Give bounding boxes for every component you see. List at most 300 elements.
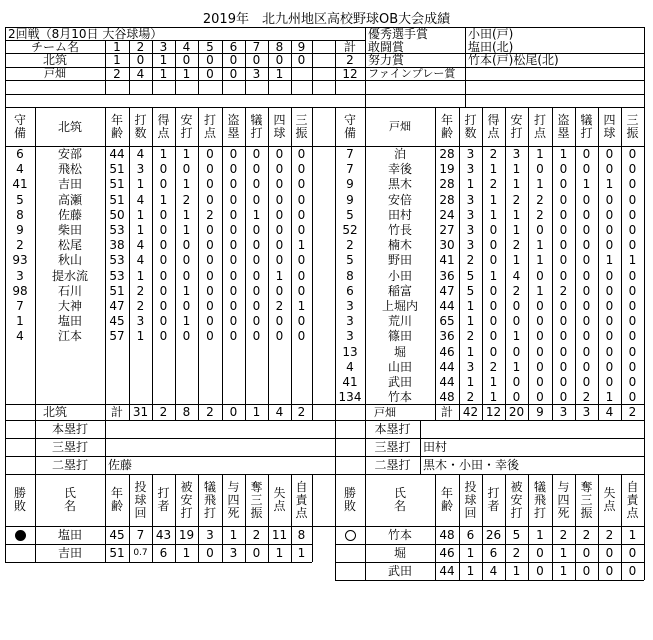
batter-position: 1 (16, 313, 24, 328)
batting-stat: 0 (252, 253, 261, 267)
pitcher-age: 45 (109, 528, 125, 542)
batter-name: 石川 (57, 283, 82, 298)
batting-stat: 0 (559, 177, 568, 191)
batter-position: 41 (342, 374, 358, 389)
batting-stat: 0 (605, 222, 614, 237)
pitching-stat: 11 (271, 528, 288, 542)
inning-header: 8 (275, 40, 284, 53)
batting-stat: 1 (466, 374, 475, 389)
batting-stat: 1 (489, 207, 498, 222)
batter-name: 荒川 (387, 313, 412, 328)
batting-stat: 0 (252, 222, 261, 237)
pitching-stat: 2 (605, 528, 614, 542)
batting-total: 9 (536, 405, 544, 419)
batter-age: 27 (439, 222, 455, 237)
batting-stat: 1 (489, 374, 498, 389)
pitching-stat: 0.7 (133, 547, 148, 558)
extra-hit-label: 二塁打 (374, 458, 411, 472)
batter-position: 7 (346, 161, 354, 176)
batting-stat: 1 (182, 313, 191, 328)
batting-stat: 0 (559, 207, 568, 222)
batting-stat: 0 (275, 313, 284, 328)
batting-stat: 2 (136, 283, 145, 298)
batter-name: 竹長 (387, 222, 412, 237)
batting-stat: 0 (297, 329, 306, 343)
batting-stat: 1 (182, 207, 191, 222)
batter-name: 堀 (393, 344, 406, 359)
batter-name: 塩田 (57, 313, 82, 328)
pitching-stat: 0 (582, 546, 591, 560)
batting-stat-header: 三 振 (626, 112, 639, 140)
batting-stat: 0 (605, 344, 614, 359)
batting-stat: 0 (582, 359, 591, 374)
batting-stat: 0 (536, 268, 544, 283)
pitching-stat-header: 被 安 打 (510, 479, 523, 520)
batter-age: 30 (439, 237, 455, 252)
batting-stat: 0 (159, 298, 168, 313)
batting-stat: 1 (512, 329, 521, 343)
batting-total: 2 (206, 405, 214, 419)
batting-stat: 0 (628, 268, 637, 283)
pitching-stat-header: 自 責 点 (626, 479, 639, 520)
age-header: 年 齢 (440, 112, 453, 140)
batting-stat-header: 三 振 (295, 112, 308, 140)
batting-stat: 0 (159, 283, 168, 298)
batting-stat: 0 (206, 298, 214, 313)
grid-line (644, 107, 645, 420)
pitching-stat: 0 (605, 564, 614, 578)
batting-stat: 0 (559, 222, 568, 237)
inning-header: 7 (252, 40, 261, 53)
grid-line (5, 420, 6, 474)
batting-stat: 0 (489, 313, 498, 328)
batting-stat: 2 (512, 192, 521, 207)
batter-age: 28 (439, 177, 455, 191)
extra-hit-label: 三塁打 (51, 440, 88, 454)
inning-score: 1 (275, 67, 284, 80)
batting-stat: 0 (297, 268, 306, 283)
batting-stat: 0 (275, 283, 284, 298)
batter-age: 48 (439, 389, 455, 404)
inning-score: 1 (159, 67, 168, 80)
batting-stat: 0 (559, 192, 568, 207)
batter-age: 51 (109, 161, 125, 176)
pitching-stat: 1 (182, 546, 191, 560)
batting-stat: 0 (229, 329, 238, 343)
batting-stat: 2 (206, 207, 214, 222)
batter-name: 安部 (57, 146, 82, 161)
pitcher-name: 吉田 (57, 546, 82, 560)
batting-stat: 0 (489, 298, 498, 313)
batting-stat: 1 (182, 283, 191, 298)
pitching-stat: 5 (512, 528, 521, 542)
extra-hit-players (105, 420, 335, 438)
batter-position: 2 (346, 237, 354, 252)
pitching-stat-header: 自 責 点 (295, 479, 308, 520)
batter-age: 46 (439, 344, 455, 359)
batting-stat: 1 (136, 207, 145, 222)
pitching-stat: 2 (559, 528, 568, 542)
batting-stat: 2 (489, 177, 498, 191)
batting-stat: 0 (252, 237, 261, 252)
batting-stat: 0 (582, 298, 591, 313)
batting-stat: 1 (136, 177, 145, 191)
batting-stat: 1 (489, 268, 498, 283)
batter-position: 2 (16, 237, 24, 252)
inning-score: 3 (252, 67, 261, 80)
extra-hit-players: 黒木・小田・幸後 (423, 458, 520, 472)
batter-name: 竹本 (387, 389, 412, 404)
batting-stat: 0 (605, 298, 614, 313)
batting-stat: 3 (466, 207, 475, 222)
pitching-stat-header: 投 球 回 (134, 479, 147, 520)
batting-total-team: 戸畑 (374, 405, 396, 419)
batter-position: 3 (346, 329, 354, 343)
inning-score: 1 (182, 67, 191, 80)
batting-stat: 0 (159, 161, 168, 176)
inning-score: 1 (159, 53, 168, 67)
batter-position: 93 (12, 253, 28, 267)
batting-stat: 2 (512, 283, 521, 298)
batting-stat: 0 (605, 268, 614, 283)
grid-line (644, 474, 645, 580)
batting-stat: 0 (159, 207, 168, 222)
batting-total: 12 (485, 405, 502, 419)
batting-stat: 1 (512, 177, 521, 191)
batting-stat: 0 (582, 268, 591, 283)
pitching-stat-header: 打 者 (487, 486, 500, 513)
batting-stat: 0 (628, 389, 637, 404)
pitcher-name: 竹本 (387, 528, 412, 542)
batter-age: 44 (439, 374, 455, 389)
award-label: ファインプレー賞 (368, 67, 456, 80)
batter-name: 松尾 (57, 237, 82, 252)
batting-stat-header: 打 数 (464, 112, 477, 140)
batter-position: 3 (346, 298, 354, 313)
batting-stat: 0 (628, 344, 637, 359)
batting-stat: 0 (559, 329, 568, 343)
batting-stat: 0 (275, 329, 284, 343)
batting-stat: 1 (605, 177, 614, 191)
batting-stat: 2 (536, 207, 544, 222)
batting-stat: 0 (275, 146, 284, 161)
batting-stat: 1 (182, 177, 191, 191)
batting-stat: 1 (136, 222, 145, 237)
batting-stat: 0 (582, 253, 591, 267)
batting-total-label: 計 (110, 405, 123, 419)
batting-stat: 0 (489, 222, 498, 237)
batting-stat-header: 四 球 (273, 112, 286, 140)
batting-stat: 0 (206, 237, 214, 252)
pitcher-age-header: 年 齢 (440, 486, 453, 513)
batting-stat: 0 (206, 253, 214, 267)
batting-stat: 0 (229, 298, 238, 313)
batting-stat: 3 (466, 359, 475, 374)
batting-stat: 0 (582, 374, 591, 389)
batter-name: 飛松 (57, 161, 82, 176)
batting-stat: 0 (536, 313, 544, 328)
batting-stat: 0 (252, 313, 261, 328)
batting-stat: 0 (559, 253, 568, 267)
batter-position: 98 (12, 283, 28, 298)
pitcher-name-header: 氏 名 (393, 486, 406, 513)
batting-stat: 0 (512, 344, 521, 359)
inning-score (291, 67, 312, 80)
batting-stat: 0 (206, 329, 214, 343)
score-sheet (5, 27, 645, 633)
batting-stat: 0 (275, 253, 284, 267)
award-label: 努力賞 (368, 53, 405, 67)
batting-stat: 0 (206, 313, 214, 328)
batter-position: 52 (342, 222, 358, 237)
batting-stat: 1 (297, 237, 306, 252)
batter-name: 泊 (393, 146, 406, 161)
total-header: 計 (343, 40, 356, 53)
batting-stat: 0 (582, 146, 591, 161)
pitching-stat: 0 (605, 546, 614, 560)
batting-stat: 0 (229, 207, 238, 222)
batting-stat: 0 (206, 222, 214, 237)
batting-stat: 0 (252, 192, 261, 207)
batter-position: 9 (346, 192, 354, 207)
extra-hit-players (105, 438, 335, 456)
pitcher-name-header: 氏 名 (63, 486, 76, 513)
inning-score: 0 (182, 53, 191, 67)
batting-stat: 0 (206, 192, 214, 207)
inning-score: 0 (206, 67, 214, 80)
batting-stat: 1 (466, 344, 475, 359)
batting-stat: 0 (605, 374, 614, 389)
batting-stat: 0 (582, 161, 591, 176)
batting-stat: 0 (605, 207, 614, 222)
batting-stat: 0 (275, 222, 284, 237)
batting-stat: 0 (605, 283, 614, 298)
batting-stat: 0 (297, 192, 306, 207)
batter-name: 高瀬 (57, 192, 82, 207)
batting-stat: 2 (489, 146, 498, 161)
pitching-stat-header: 投 球 回 (464, 479, 477, 520)
batter-age: 51 (109, 283, 125, 298)
batter-age: 47 (439, 283, 455, 298)
batting-stat: 1 (559, 146, 568, 161)
line-score-total: 2 (346, 53, 354, 67)
batting-stat: 0 (229, 237, 238, 252)
batting-stat: 0 (252, 329, 261, 343)
grid-line (644, 27, 645, 107)
batting-stat: 1 (466, 298, 475, 313)
batting-stat: 0 (159, 237, 168, 252)
inning-score: 0 (229, 67, 238, 80)
pitching-stat-header: 与 四 死 (557, 479, 570, 520)
batter-name: 安倍 (387, 192, 412, 207)
batting-stat: 0 (559, 268, 568, 283)
batter-position: 5 (16, 192, 24, 207)
batting-stat: 0 (628, 329, 637, 343)
pitching-stat: 1 (466, 546, 475, 560)
batter-position: 9 (16, 222, 24, 237)
batting-stat: 3 (136, 161, 145, 176)
batting-team-name: 北筑 (57, 119, 82, 134)
batter-age: 41 (439, 253, 455, 267)
batting-stat: 0 (297, 161, 306, 176)
batting-stat: 0 (605, 237, 614, 252)
batting-stat: 0 (229, 177, 238, 191)
pitching-stat-header: 被 安 打 (180, 479, 193, 520)
batter-age: 57 (109, 329, 125, 343)
pitching-stat: 26 (485, 528, 502, 542)
pitching-stat: 3 (229, 546, 238, 560)
batting-stat: 0 (536, 389, 544, 404)
batter-name: 野田 (387, 253, 412, 267)
batting-stat: 1 (466, 313, 475, 328)
inning-score: 0 (136, 53, 145, 67)
pitching-stat: 0 (582, 564, 591, 578)
batting-stat: 0 (605, 146, 614, 161)
batting-total: 4 (275, 405, 284, 419)
pitcher-name: 塩田 (57, 528, 82, 542)
batting-stat: 0 (628, 207, 637, 222)
award-value (465, 67, 644, 80)
pitching-stat: 2 (582, 528, 591, 542)
batting-stat: 0 (206, 283, 214, 298)
pitching-stat: 8 (297, 528, 306, 542)
batter-position: 134 (338, 389, 362, 404)
inning-header: 3 (159, 40, 168, 53)
pitching-stat: 1 (559, 564, 568, 578)
batting-stat: 0 (206, 161, 214, 176)
batting-stat: 1 (536, 177, 544, 191)
batter-position: 5 (346, 207, 354, 222)
batting-stat: 2 (466, 253, 475, 267)
batting-stat-header: 安 打 (180, 112, 193, 140)
inning-header: 2 (136, 40, 145, 53)
inning-score: 0 (206, 53, 214, 67)
batter-age: 28 (439, 192, 455, 207)
batting-total: 31 (132, 405, 149, 419)
result-header: 勝 敗 (13, 486, 26, 513)
pitching-stat: 1 (229, 528, 238, 542)
inning-score: 4 (136, 67, 145, 80)
batting-stat: 0 (628, 298, 637, 313)
pitcher-age: 46 (439, 546, 455, 560)
batting-stat: 0 (628, 222, 637, 237)
extra-hit-label: 本塁打 (51, 422, 88, 436)
batting-stat: 0 (489, 344, 498, 359)
batter-age: 53 (109, 222, 125, 237)
pitching-stat: 3 (206, 528, 214, 542)
batting-stat: 3 (466, 222, 475, 237)
batting-stat: 0 (628, 146, 637, 161)
batting-stat: 1 (489, 192, 498, 207)
batting-stat: 0 (252, 268, 261, 283)
batter-name: 黒木 (387, 177, 412, 191)
batting-stat: 3 (466, 146, 475, 161)
pitcher-name: 武田 (387, 564, 412, 578)
batter-name: 武田 (387, 374, 412, 389)
inning-score: 2 (113, 67, 121, 80)
batting-stat: 0 (206, 146, 214, 161)
batter-name: 吉田 (57, 177, 82, 191)
batting-stat: 3 (136, 313, 145, 328)
batting-stat: 0 (229, 222, 238, 237)
batter-age: 36 (439, 268, 455, 283)
batting-total: 3 (559, 405, 568, 419)
batter-age: 53 (109, 253, 125, 267)
pitching-stat: 1 (297, 546, 306, 560)
batter-age: 24 (439, 207, 455, 222)
batting-total-team: 北筑 (42, 405, 67, 419)
batter-age: 53 (109, 268, 125, 283)
batting-stat: 0 (229, 192, 238, 207)
batter-position: 9 (346, 177, 354, 191)
batting-stat: 1 (536, 283, 544, 298)
batting-stat: 0 (536, 329, 544, 343)
pitcher-result (335, 562, 365, 580)
batting-stat: 0 (489, 253, 498, 267)
inning-score: 0 (252, 53, 261, 67)
batting-stat: 1 (466, 177, 475, 191)
pitching-stat: 2 (252, 528, 261, 542)
batting-stat: 0 (628, 283, 637, 298)
pitching-stat: 1 (628, 528, 637, 542)
batting-stat: 0 (628, 313, 637, 328)
batting-stat: 1 (512, 359, 521, 374)
batting-stat: 1 (512, 161, 521, 176)
batting-stat: 0 (182, 253, 191, 267)
batter-age: 44 (439, 298, 455, 313)
batter-position: 8 (346, 268, 354, 283)
batting-stat: 2 (559, 283, 568, 298)
batting-stat: 1 (582, 177, 591, 191)
batter-name: 幸後 (387, 161, 412, 176)
extra-hit-label: 二塁打 (51, 458, 88, 472)
batting-stat-header: 盗 塁 (557, 112, 570, 140)
batting-stat: 0 (582, 313, 591, 328)
batting-stat: 4 (136, 146, 145, 161)
batter-name: 稲富 (387, 283, 412, 298)
grid-line (312, 40, 313, 94)
batting-stat: 0 (605, 313, 614, 328)
position-header: 守 備 (13, 112, 26, 140)
batting-stat: 1 (159, 192, 168, 207)
batter-position: 8 (16, 207, 24, 222)
batting-stat: 0 (182, 298, 191, 313)
batter-name: 佐藤 (57, 207, 82, 222)
pitching-stat: 2 (512, 546, 521, 560)
batting-stat: 0 (252, 283, 261, 298)
award-value: 小田(戸) (468, 27, 514, 40)
batting-stat: 0 (297, 283, 306, 298)
batting-stat: 4 (136, 253, 145, 267)
batting-stat: 0 (275, 237, 284, 252)
batter-name: 田村 (387, 207, 412, 222)
batting-stat: 1 (605, 253, 614, 267)
batter-name: 大神 (57, 298, 82, 313)
batter-age: 65 (439, 313, 455, 328)
batting-stat: 0 (275, 161, 284, 176)
batter-position: 3 (16, 268, 24, 283)
batter-position: 3 (346, 313, 354, 328)
batting-stat: 0 (275, 177, 284, 191)
batting-total: 2 (159, 405, 168, 419)
batting-stat: 0 (582, 192, 591, 207)
batting-stat: 0 (182, 237, 191, 252)
batter-position: 6 (346, 283, 354, 298)
batting-stat: 0 (559, 298, 568, 313)
batting-stat: 1 (159, 146, 168, 161)
batting-stat: 5 (466, 283, 475, 298)
batting-stat: 1 (489, 389, 498, 404)
